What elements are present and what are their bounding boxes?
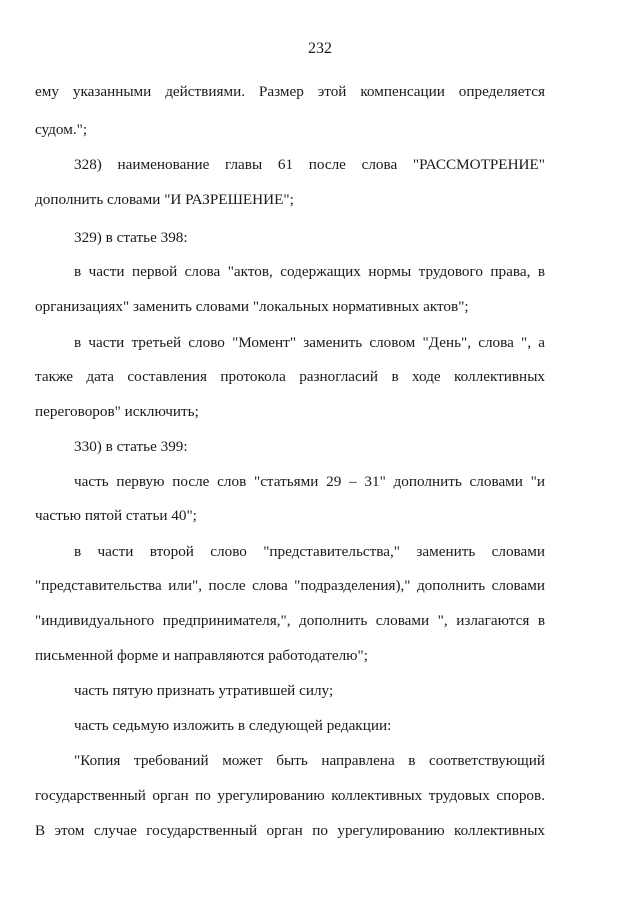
text-line: 329) в статье 398:	[74, 229, 188, 246]
text-line: часть пятую признать утратившей силу;	[74, 682, 334, 699]
page-number: 232	[308, 40, 332, 57]
text-line: в части первой слова "актов, содержащих нормы трудового права, в	[74, 263, 545, 280]
text-line: "Копия требований может быть направлена в соответствующий	[74, 752, 545, 769]
text-line: часть седьмую изложить в следующей редакции:	[74, 717, 392, 734]
text-line: дополнить словами "И РАЗРЕШЕНИЕ";	[35, 191, 294, 208]
text-line: письменной форме и направляются работодателю";	[35, 647, 368, 664]
text-line: государственный орган по урегулированию коллективных трудовых споров.	[35, 787, 545, 804]
text-line: в части второй слово "представительства," заменить словами	[74, 543, 545, 560]
text-line: переговоров" исключить;	[35, 403, 199, 420]
text-line: частью пятой статьи 40";	[35, 507, 197, 524]
text-line: 328) наименование главы 61 после слова "РАССМОТРЕНИЕ"	[74, 156, 545, 173]
text-line: ему указанными действиями. Размер этой компенсации определяется	[35, 83, 545, 100]
text-line: также дата составления протокола разногласий в ходе коллективных	[35, 368, 545, 385]
text-line: "индивидуального предпринимателя,", дополнить словами ", излагаются в	[35, 612, 545, 629]
text-line: судом.";	[35, 121, 88, 138]
text-line: 330) в статье 399:	[74, 438, 188, 455]
text-line: в части третьей слово "Момент" заменить словом "День", слова ", а	[74, 334, 545, 351]
text-line: "представительства или", после слова "подразделения)," дополнить словами	[35, 577, 545, 594]
text-line: организациях" заменить словами "локальных нормативных актов";	[35, 298, 469, 315]
text-line: В этом случае государственный орган по урегулированию коллективных	[35, 822, 545, 839]
text-line: часть первую после слов "статьями 29 – 31" дополнить словами "и	[74, 473, 545, 490]
